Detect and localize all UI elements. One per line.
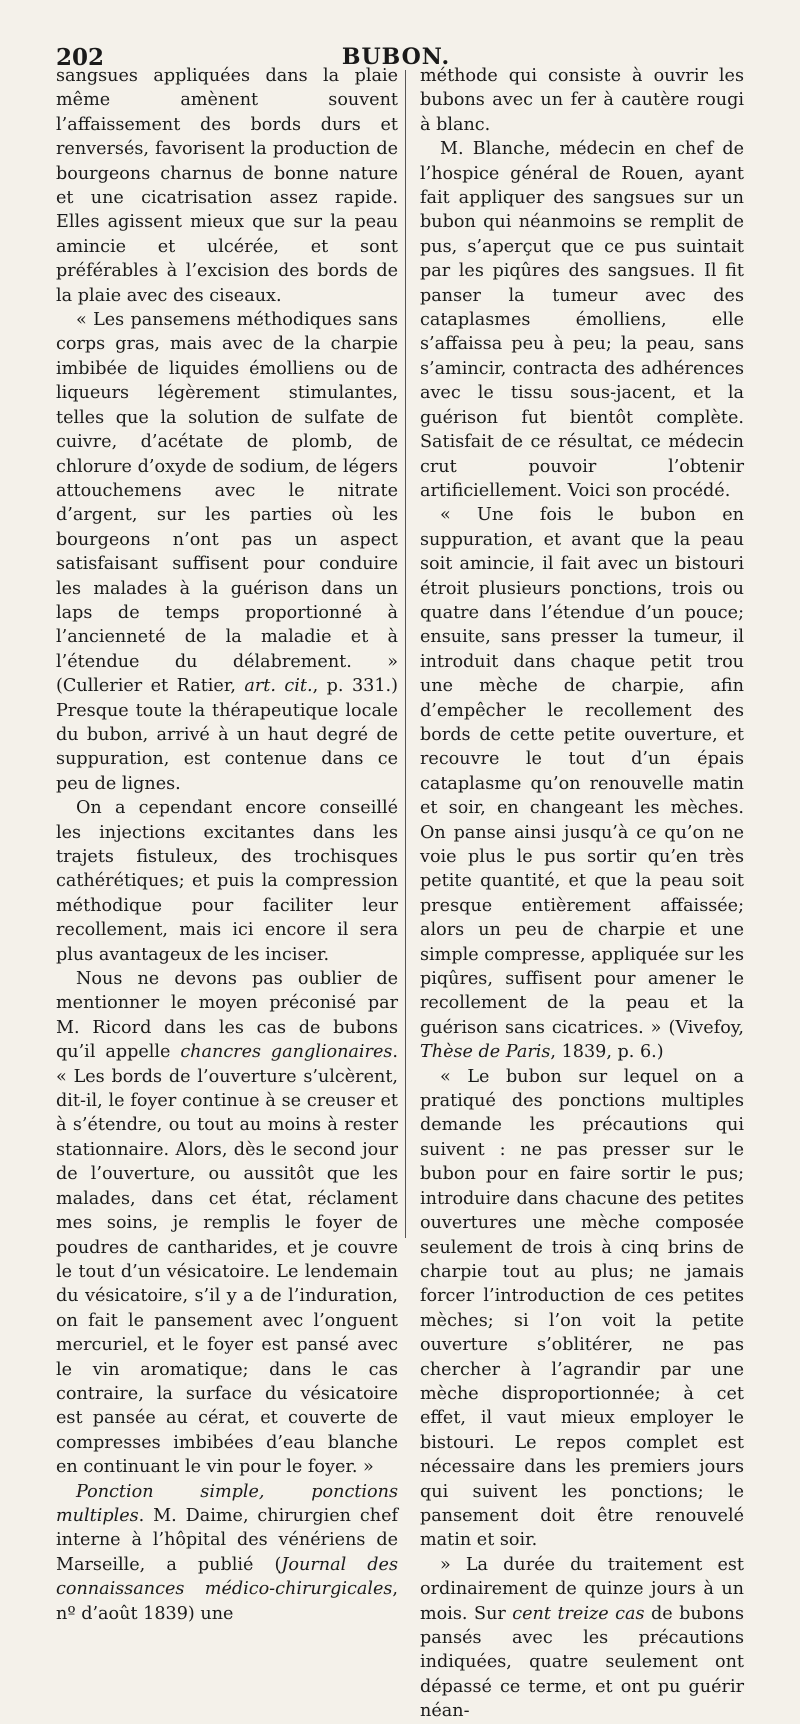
paragraph	[420, 1065, 744, 1553]
paragraph	[420, 64, 744, 137]
right-column	[420, 64, 744, 1724]
italic-text: art. cit.	[244, 676, 313, 697]
text-run: M. Blanche, médecin en chef de l’hospice général de Rouen, ayant fait appliquer des sangsues sur un bubon qui néanmoins se remplit de pus, s’aperçut que ce pus suintait par les piqûres des sangsues. Il fit panser la tumeur avec des cataplasmes émolliens, elle s’affaissa peu à peu; la peau, sans s’amincir, contracta des adhérences avec le tissu sous-jacent, et la guérison fut bientôt complète. Satisfait de ce résultat, ce médecin crut pouvoir l’obtenir artificiellement. Voici son procédé.	[420, 139, 744, 501]
text-run: » La durée du traitement est ordinairement de quinze jours à un mois. Sur	[420, 1554, 744, 1624]
text-run: « Les pansemens méthodiques sans corps gras, mais avec de la charpie imbibée de liquides émolliens ou de liqueurs légèrement stimulantes, telles que la solution de sulfate de cuivre, d’acétate de plomb, de chlorure d’oxyde de sodium, de légers attouchemens avec le nitrate d’argent, sur les parties où les bourgeons n’ont pas un aspect satisfaisant suffisent pour conduire les malades à la guérison dans un laps de temps proportionné à l’ancienneté de la maladie et à l’étendue du délabrement. » (Cullerier et Ratier,	[56, 310, 398, 697]
text-run: . « Les bords de l’ouverture s’ulcèrent, dit-il, le foyer continue à se creuser et à s’étendre, ou tout au moins à rester stationnaire. Alors, dès le second jour de l’ouverture, ou aussitôt que les malades, dans cet état, réclament mes soins, je remplis le foyer de poudres de cantharides, et je couvre le tout d’un vésicatoire. Le lendemain du vésicatoire, s’il y a de l’induration, on fait le pansement avec l’onguent mercuriel, et le foyer est pansé avec le vin aromatique; dans le cas contraire, la surface du vésicatoire est pansée au cérat, et couverte de compresses imbibées d’eau blanche en continuant le vin pour le foyer. »	[56, 1042, 398, 1478]
paragraph	[56, 308, 398, 796]
text-run: , nº d’août 1839) une	[56, 1579, 398, 1624]
paragraph	[56, 1480, 398, 1626]
paragraph	[420, 503, 744, 1064]
text-run: On a cependant encore conseillé les injections excitantes dans les trajets fistuleux, des trochisques cathérétiques; et puis la compression méthodique pour faciliter leur recollement, mais ici encore il sera plus avantageux de les inciser.	[56, 798, 398, 965]
paragraph	[56, 64, 398, 308]
italic-text: cent treize cas	[512, 1603, 645, 1624]
italic-text: Ponction simple, ponctions multiples	[56, 1481, 398, 1526]
text-run: . M. Daime, chirurgien chef interne à l’hôpital des vénériens de Marseille, a publié (	[56, 1505, 398, 1575]
paragraph	[420, 137, 744, 503]
text-run: sangsues appliquées dans la plaie même amènent souvent l’affaissement des bords durs et renversés, favorisent la production de bourgeons charnus de bonne nature et une cicatrisation assez rapide. Elles agissent mieux que sur la peau amincie et ulcérée, et sont préférables à l’excision des bords de la plaie avec des ciseaux.	[56, 66, 398, 306]
italic-text: Journal des connaissances médico-chirurgicales	[56, 1554, 398, 1600]
page-number: 202	[56, 44, 105, 71]
text-run: , p. 331.) Presque toute la thérapeutique locale du bubon, arrivé à un haut degré de suppuration, est contenue dans ce peu de lignes.	[56, 676, 398, 794]
italic-text: chancres ganglionaires	[180, 1042, 393, 1063]
paragraph	[56, 796, 398, 967]
running-title: BUBON.	[341, 44, 451, 70]
italic-text: Thèse de Paris	[420, 1042, 551, 1063]
paragraph	[56, 967, 398, 1480]
text-run: , 1839, p. 6.)	[550, 1042, 664, 1063]
text-run: Nous ne devons pas oublier de mentionner le moyen préconisé par M. Ricord dans les cas de bubons qu’il appelle	[56, 969, 398, 1063]
text-run: méthode qui consiste à ouvrir les bubons avec un fer à cautère rougi à blanc.	[420, 66, 744, 135]
paragraph	[420, 1553, 744, 1724]
text-run: « Une fois le bubon en suppuration, et avant que la peau soit amincie, il fait avec un bistouri étroit plusieurs ponctions, trois ou quatre dans l’étendue d’un pouce; ensuite, sans presser la tumeur, il introduit dans chaque petit trou une mèche de charpie, afin d’empêcher le recollement des bords de cette petite ouverture, et recouvre le tout d’un épais cataplasme qu’on renouvelle matin et soir, en changeant les mèches. On panse ainsi jusqu’à ce qu’on ne voie plus le pus sortir qu’en très petite quantité, et que la peau soit presque entièrement affaissée; alors un peu de charpie et une simple compresse, appliquée sur les piqûres, suffisent pour amener le recollement de la peau et la guérison sans cicatrices. » (Vivefoy,	[420, 505, 744, 1038]
left-column	[56, 64, 398, 1626]
text-run: « Le bubon sur lequel on a pratiqué des ponctions multiples demande les précautions qui suivent : ne pas presser sur le bubon pour en faire sortir le pus; introduire dans chacune des petites ouvertures une mèche composée seulement de trois à cinq brins de charpie tout au plus; ne jamais forcer l’introduction de ces petites mèches; si l’on voit la petite ouverture s’oblitérer, ne pas chercher à l’agrandir par une mèche disproportionnée; à cet effet, il vaut mieux employer le bistouri. Le repos complet est nécessaire dans les premiers jours qui suivent les ponctions; le pansement doit être renouvelé matin et soir.	[420, 1066, 744, 1551]
column-divider	[405, 70, 406, 1238]
text-run: de bubons pansés avec les précautions indiquées, quatre seulement ont dépassé ce terme, et ont pu guérir néan-	[420, 1603, 744, 1722]
